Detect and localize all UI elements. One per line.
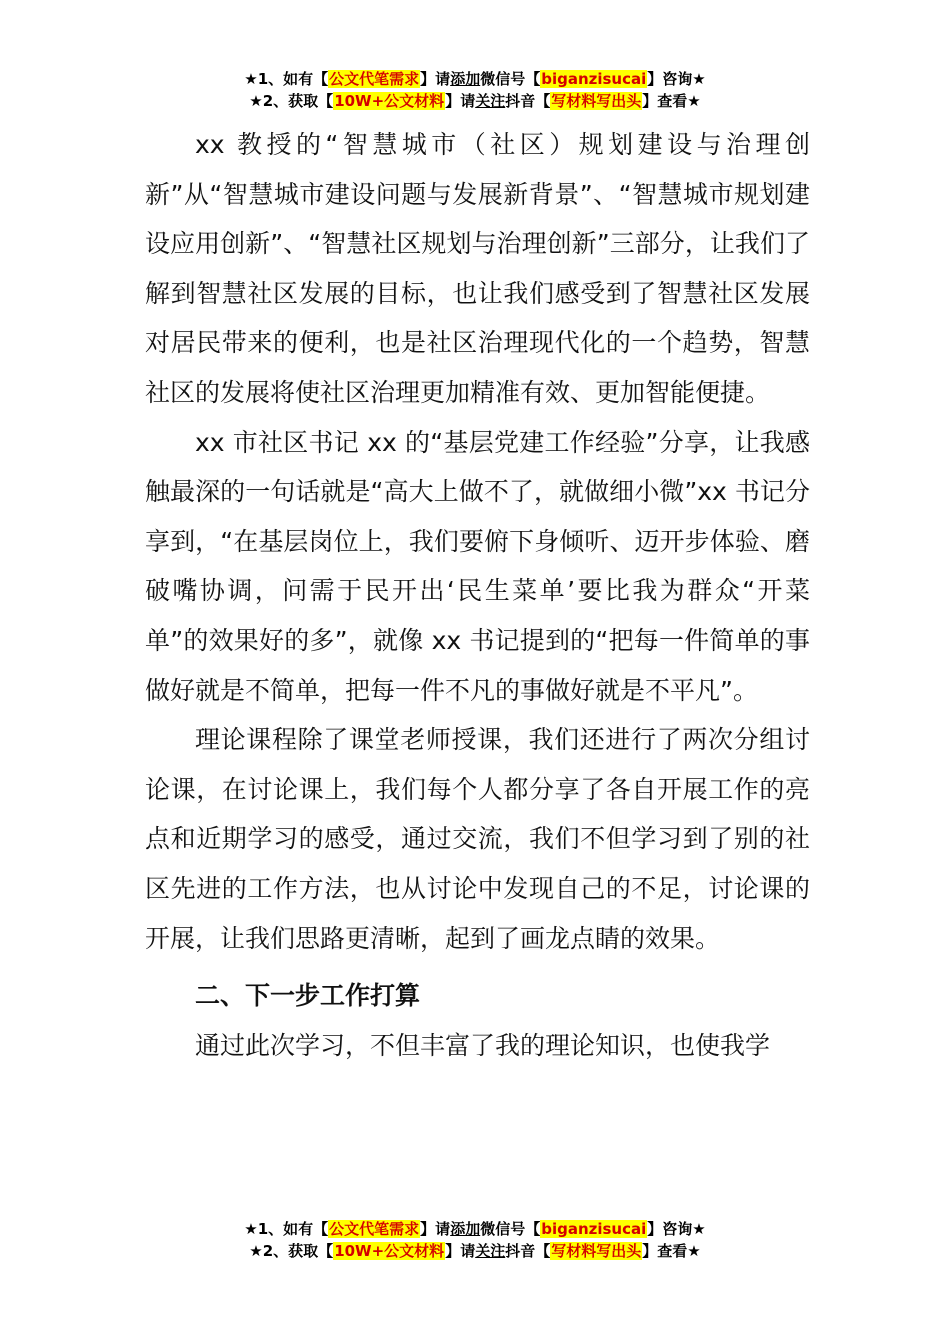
highlight-wechat-id: biganzisucai: [541, 70, 647, 88]
banner-text: 】请: [445, 92, 476, 110]
banner-text: 微信号【: [480, 1220, 541, 1238]
header-banner: [0, 68, 950, 112]
banner-text: ★1、如有【: [244, 1220, 329, 1238]
highlight-wechat-id: biganzisucai: [541, 1220, 647, 1238]
banner-text: 抖音【: [505, 92, 551, 110]
banner-text: 】查看★: [642, 1242, 701, 1260]
highlight-materials: 10W+公文材料: [334, 92, 445, 110]
banner-text: ★1、如有【: [244, 70, 329, 88]
document-body: [145, 120, 810, 1070]
underlined-text: 添加: [450, 1220, 481, 1238]
highlight-materials: 10W+公文材料: [334, 1242, 445, 1260]
underlined-text: 关注: [475, 92, 506, 110]
underlined-text: 关注: [475, 1242, 506, 1260]
highlight-service: 公文代笔需求: [329, 1220, 420, 1238]
paragraph-4: 通过此次学习，不但丰富了我的理论知识，也使我学: [195, 1030, 771, 1060]
banner-line-2: [0, 1240, 950, 1262]
footer-banner: [0, 1218, 950, 1262]
highlight-douyin-id: 写材料写出头: [551, 1242, 642, 1260]
underlined-text: 添加: [450, 70, 481, 88]
banner-text: ★2、获取【: [249, 92, 334, 110]
banner-text: 】咨询★: [647, 70, 706, 88]
banner-text: 】请: [445, 1242, 476, 1260]
banner-text: 】咨询★: [647, 1220, 706, 1238]
highlight-douyin-id: 写材料写出头: [551, 92, 642, 110]
paragraph-1: xx 教授的“智慧城市（社区）规划建设与治理创新”从“智慧城市建设问题与发展新背景”、“智慧城市规划建设应用创新”、“智慧社区规划与治理创新”三部分，让我们了解到智慧社区发展的目标，也让我们感受到了智慧社区发展对居民带来的便利，也是社区治理现代化的一个趋势，智慧社区的发展将使社区治理更加精准有效、更加智能便捷。: [145, 130, 810, 407]
banner-line-2: [0, 90, 950, 112]
highlight-service: 公文代笔需求: [329, 70, 420, 88]
paragraph-2: xx 市社区书记 xx 的“基层党建工作经验”分享，让我感触最深的一句话就是“高大上做不了，就做细小微”xx 书记分享到，“在基层岗位上，我们要俯下身倾听、迈开步体验、磨破嘴协调，问需于民开出‘民生菜单’要比我为群众“开菜单”的效果好的多”，就像 xx 书记提到的“把每一件简单的事做好就是不简单，把每一件不凡的事做好就是不平凡”。: [145, 427, 810, 705]
paragraph-3: 理论课程除了课堂老师授课，我们还进行了两次分组讨论课，在讨论课上，我们每个人都分享了各自开展工作的亮点和近期学习的感受，通过交流，我们不但学习到了别的社区先进的工作方法，也从讨论中发现自己的不足，讨论课的开展，让我们思路更清晰，起到了画龙点睛的效果。: [145, 725, 810, 953]
banner-text: 】查看★: [642, 92, 701, 110]
banner-line-1: [0, 68, 950, 90]
section-heading: 二、下一步工作打算: [195, 981, 421, 1011]
banner-text: 】请: [420, 70, 451, 88]
banner-text: 】请: [420, 1220, 451, 1238]
banner-line-1: [0, 1218, 950, 1240]
banner-text: 抖音【: [505, 1242, 551, 1260]
banner-text: ★2、获取【: [249, 1242, 334, 1260]
banner-text: 微信号【: [480, 70, 541, 88]
